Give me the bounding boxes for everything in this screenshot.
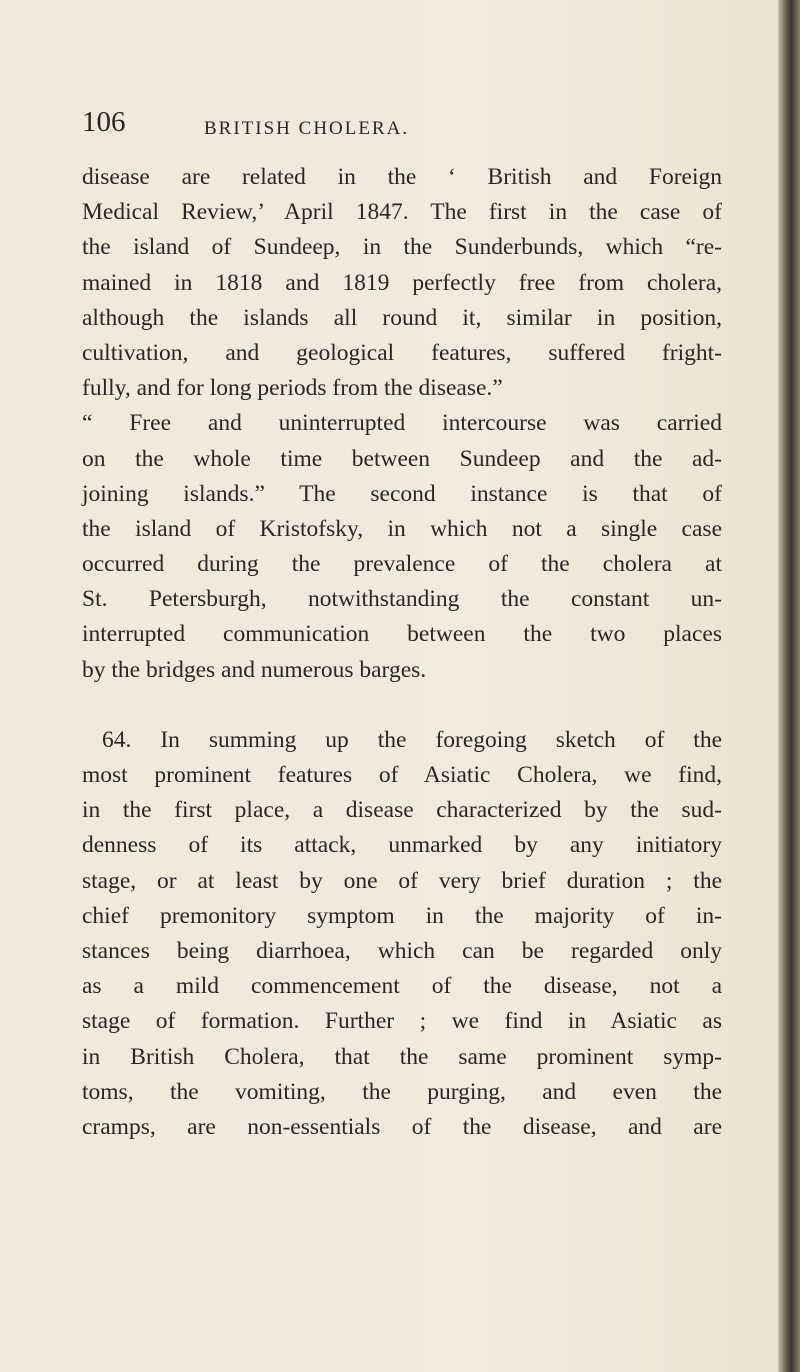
text-line: joining islands.” The second instance is that of bbox=[82, 480, 722, 507]
page-number: 106 bbox=[82, 106, 126, 138]
text-line: interrupted communication between the two places bbox=[82, 621, 722, 648]
text-line: most prominent features of Asiatic Cholera, we find, bbox=[82, 762, 722, 788]
text-line: in British Cholera, that the same prominent symp- bbox=[82, 1043, 722, 1070]
text-line: by the bridges and numerous barges. bbox=[82, 656, 427, 683]
paragraph-1 bbox=[82, 160, 722, 688]
body-text bbox=[82, 160, 722, 1145]
page-header bbox=[82, 106, 760, 146]
text-line: stage, or at least by one of very brief duration ; the bbox=[82, 867, 722, 894]
text-line: although the islands all round it, similar in position, bbox=[82, 304, 722, 331]
paragraph-2 bbox=[82, 723, 722, 1145]
text-line: 64. In summing up the foregoing sketch of the bbox=[102, 726, 722, 753]
text-line: stage of formation. Further ; we find in Asiatic as bbox=[82, 1008, 722, 1035]
text-line: denness of its attack, unmarked by any initiatory bbox=[82, 832, 722, 859]
book-binding-edge bbox=[778, 0, 800, 1372]
text-line: the island of Kristofsky, in which not a single case bbox=[82, 515, 722, 542]
text-line: stances being diarrhoea, which can be regarded only bbox=[82, 937, 722, 964]
text-line: chief premonitory symptom in the majority of in- bbox=[82, 902, 722, 929]
text-line: toms, the vomiting, the purging, and even the bbox=[82, 1078, 722, 1105]
text-line: in the first place, a disease characterized by the sud- bbox=[82, 797, 722, 824]
text-line: “ Free and uninterrupted intercourse was carried bbox=[82, 410, 722, 437]
text-line: cultivation, and geological features, suffered fright- bbox=[82, 339, 722, 366]
text-line: as a mild commencement of the disease, not a bbox=[82, 973, 722, 1000]
text-line: mained in 1818 and 1819 perfectly free from cholera, bbox=[82, 269, 722, 296]
text-line: cramps, are non-essentials of the disease, and are bbox=[82, 1113, 722, 1140]
text-line: the island of Sundeep, in the Sunderbunds, which “re- bbox=[82, 234, 722, 261]
text-line: fully, and for long periods from the disease.” bbox=[82, 375, 503, 402]
running-head: BRITISH CHOLERA. bbox=[204, 118, 410, 139]
text-line: disease are related in the ‘ British and Foreign bbox=[82, 164, 722, 190]
text-line: St. Petersburgh, notwithstanding the constant un- bbox=[82, 586, 722, 613]
text-line: on the whole time between Sundeep and the ad- bbox=[82, 445, 722, 472]
text-line: Medical Review,’ April 1847. The first in the case of bbox=[82, 199, 722, 226]
text-line: occurred during the prevalence of the cholera at bbox=[82, 551, 722, 578]
